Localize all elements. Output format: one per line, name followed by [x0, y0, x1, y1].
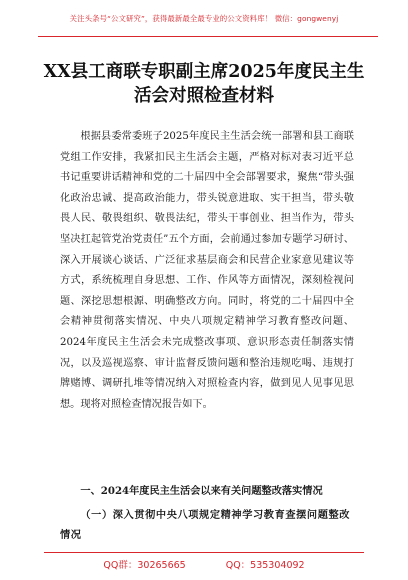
- section-heading-1: 一、2024年度民主生活会以来有关问题整改落实情况: [80, 485, 323, 497]
- page-footer: [0, 552, 408, 580]
- footer-qq: QQ：535304092: [225, 560, 305, 571]
- footer-contact: [0, 557, 408, 571]
- document-title: XX县工商联专职副主席2025年度民主生活会对照检查材料: [43, 62, 365, 106]
- intro-paragraph: 根据县委常委班子2025年度民主生活会统一部署和县工商联党组工作安排，我紧扣民主生活会主题，严格对标对表习近平总书记重要讲话精神和党的二十届四中全会部署要求，聚焦“带头强化政治忠诚、提高政治能力，带头锐意进取、实干担当，带头敬畏人民、敬畏组织、敬畏法纪，带头干事创业、担当作为，带头坚决扛起管党治党责任”五个方面，会前通过参加专题学习研讨、深入开展谈心谈话、广泛征求基层商会和民营企业家意见建议等方式，系统梳理自身思想、工作、作风等方面情况，深刻检视问题、深挖思想根源、明确整改方向。同时，将党的二十届四中全会精神贯彻落实情况、中央八项规定精神学习教育整改问题、2024年度民主生活会未完成整改事项、意识形态责任制落实情况，以及巡视巡察、审计监督反馈问题和整治违规吃喝、违规打牌赌博、调研扎堆等情况纳入对照检查内容，做到见人见事见思想。现将对照检查情况报告如下。: [60, 131, 354, 410]
- subsection-heading-1: （一）深入贯彻中央八项规定精神学习教育查摆问题整改情况: [60, 509, 351, 541]
- header-promo-text: 关注头条号“公文研究”，获得最新最全最专业的公文资料库！ 微信：gongwenyj: [69, 14, 339, 23]
- header-divider: [38, 36, 378, 37]
- page-header: [0, 0, 408, 38]
- footer-qq-group: QQ群：30265665: [103, 560, 186, 571]
- footer-divider: [44, 552, 364, 553]
